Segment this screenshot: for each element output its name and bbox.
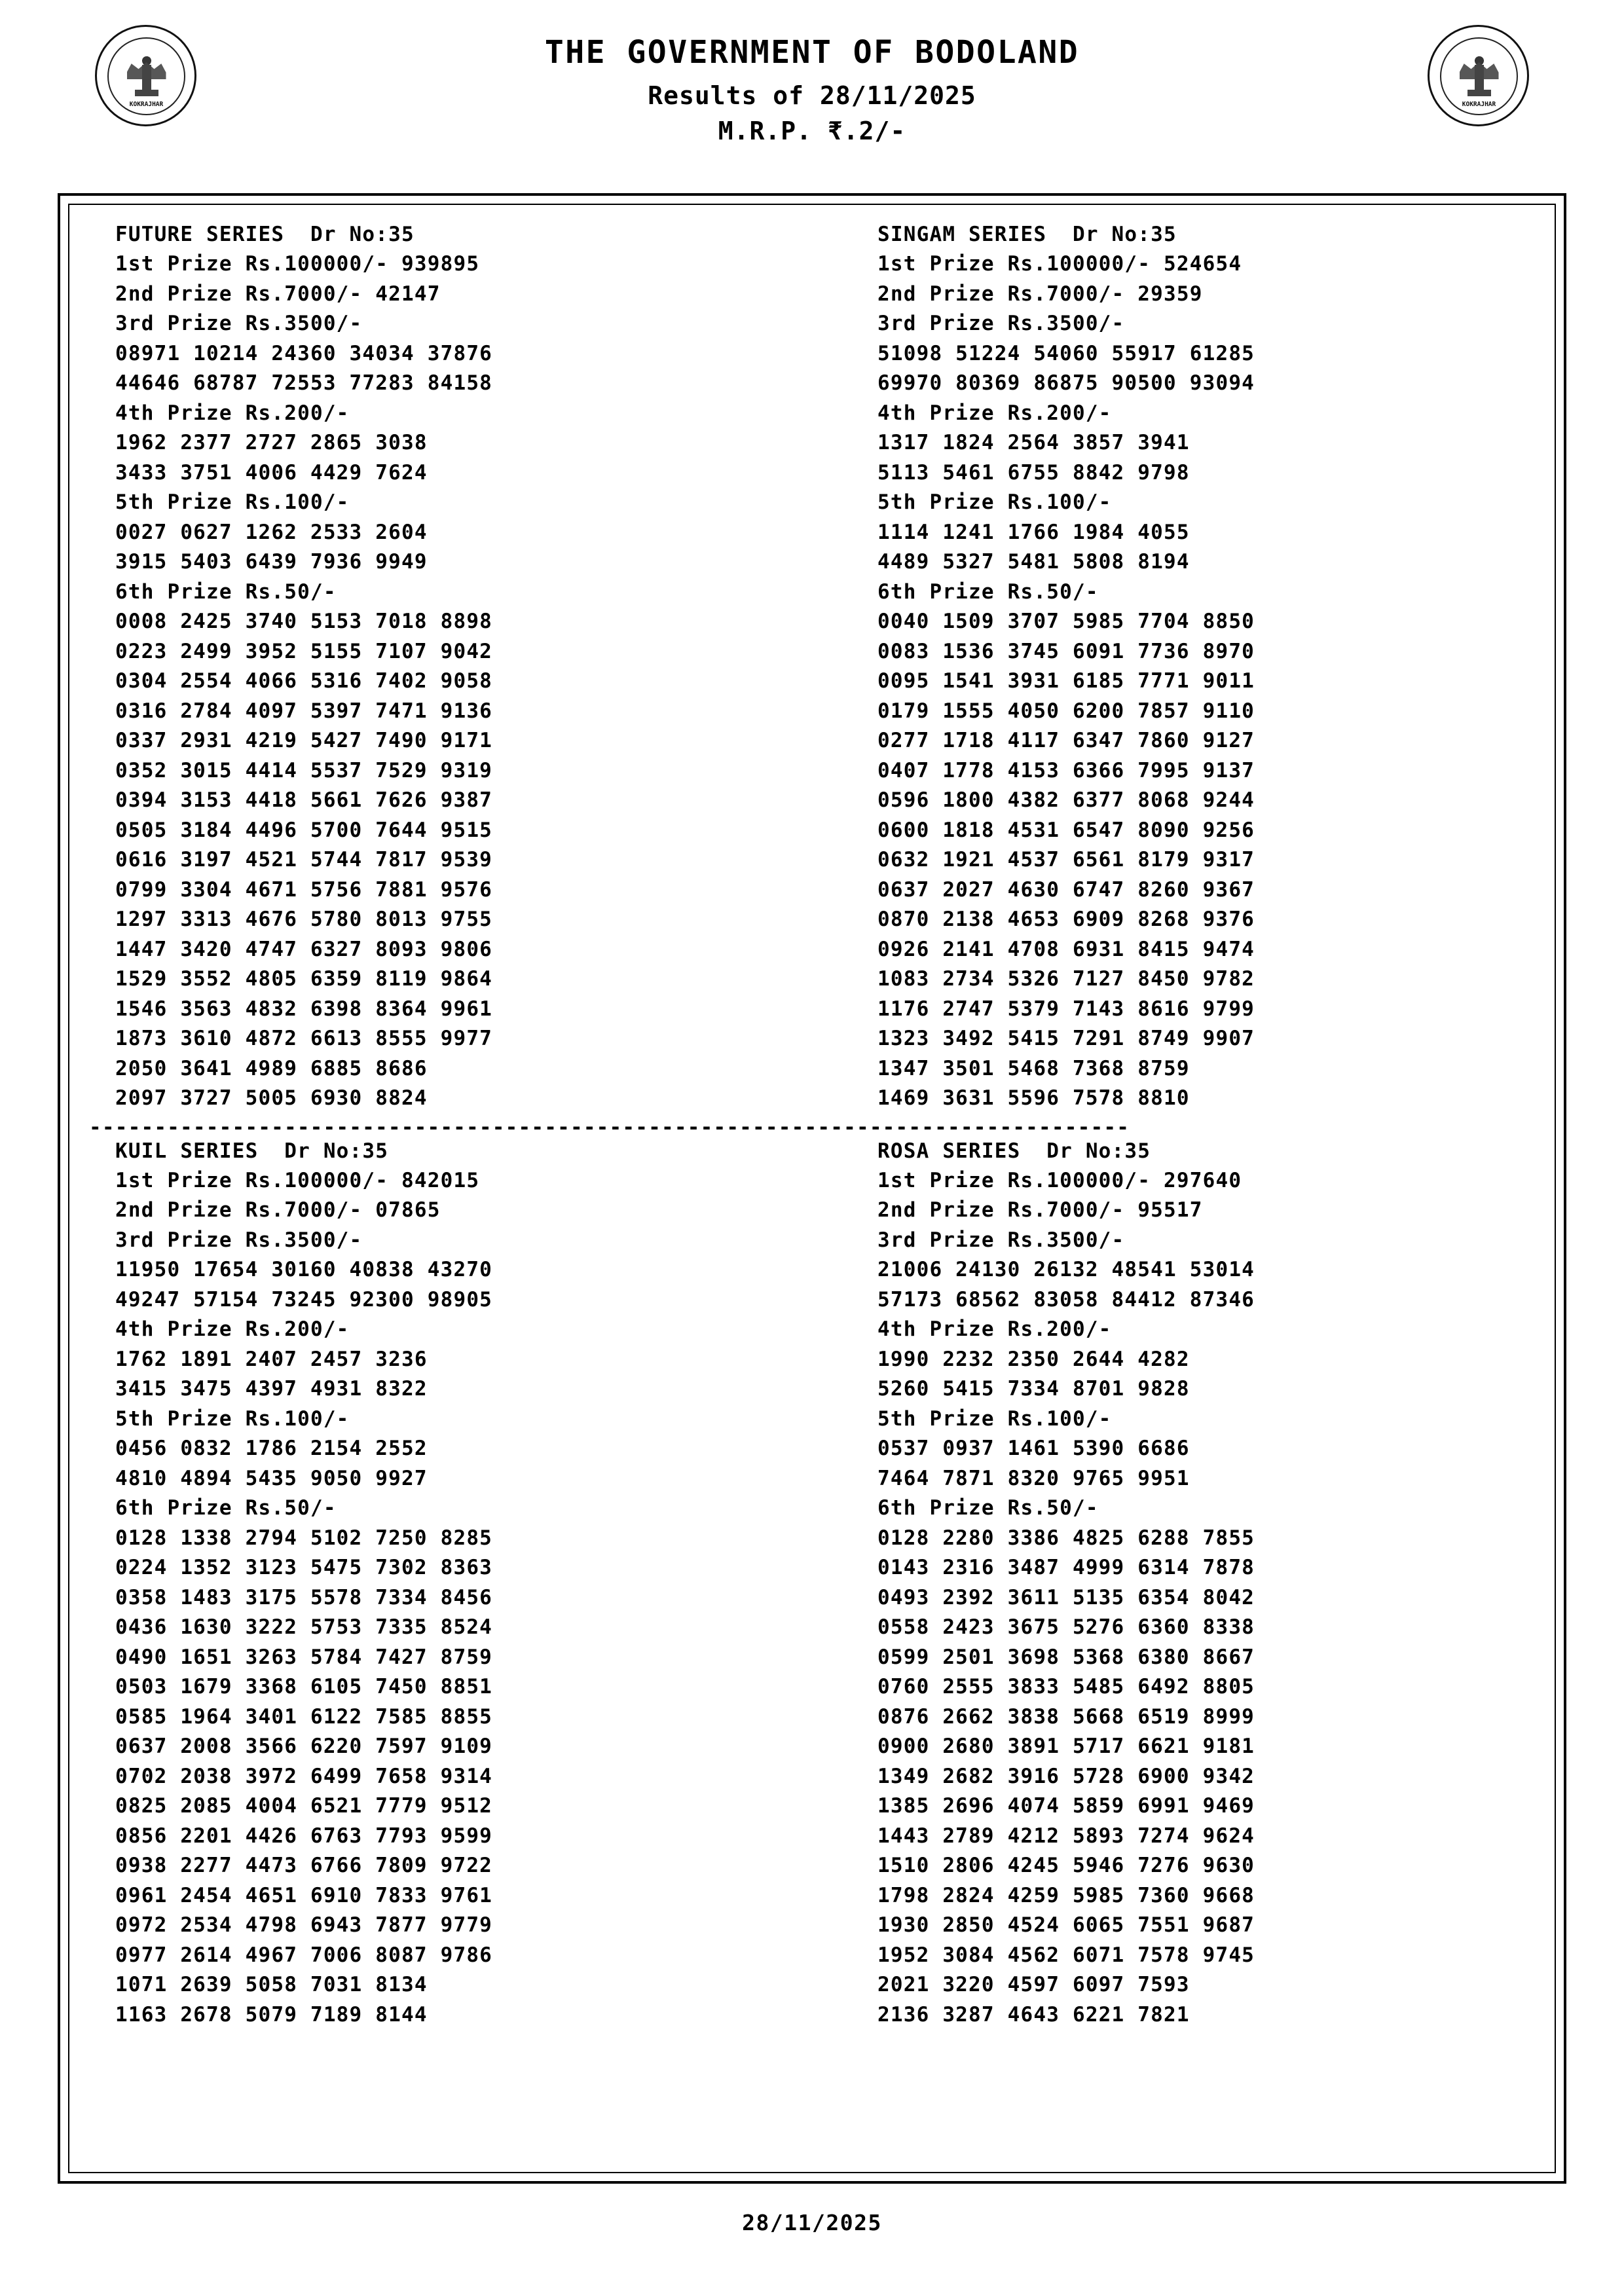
result-line: 0128 2280 3386 4825 6288 7855 — [877, 1526, 1255, 1550]
result-line: 08971 10214 24360 34034 37876 — [115, 341, 493, 365]
series-column-rosa — [812, 1136, 1535, 2030]
result-line: 1st Prize Rs.100000/- 297640 — [877, 1168, 1242, 1192]
result-line: 21006 24130 26132 48541 53014 — [877, 1258, 1255, 1281]
result-line: 1798 2824 4259 5985 7360 9668 — [877, 1883, 1255, 1907]
result-line: 1762 1891 2407 2457 3236 — [115, 1347, 428, 1371]
page-title: THE GOVERNMENT OF BODOLAND — [544, 34, 1080, 71]
result-line: 2097 3727 5005 6930 8824 — [115, 1086, 428, 1110]
result-line: 3rd Prize Rs.3500/- — [115, 312, 363, 335]
result-line: 3rd Prize Rs.3500/- — [877, 312, 1125, 335]
results-inner-frame — [68, 204, 1556, 2173]
result-line: 0456 0832 1786 2154 2552 — [115, 1437, 428, 1460]
result-line: 0358 1483 3175 5578 7334 8456 — [115, 1585, 493, 1609]
result-line: 1443 2789 4212 5893 7274 9624 — [877, 1824, 1255, 1848]
result-line: 1546 3563 4832 6398 8364 9961 — [115, 997, 493, 1021]
bodoland-territorial-council-emblem-icon — [95, 25, 196, 126]
result-line: 2050 3641 4989 6885 8686 — [115, 1056, 428, 1080]
result-line: 0600 1818 4531 6547 8090 9256 — [877, 818, 1255, 842]
page-header — [0, 0, 1624, 167]
result-line: 0352 3015 4414 5537 7529 9319 — [115, 758, 493, 782]
result-line: 0585 1964 3401 6122 7585 8855 — [115, 1704, 493, 1729]
emblem-inner-ring — [1440, 37, 1518, 115]
result-line: 0537 0937 1461 5390 6686 — [877, 1437, 1190, 1460]
series-title-singam: SINGAM SERIES Dr No:35 — [877, 223, 1177, 246]
result-line: 1469 3631 5596 7578 8810 — [877, 1086, 1190, 1110]
result-line: 1347 3501 5468 7368 8759 — [877, 1056, 1190, 1080]
result-line: 3415 3475 4397 4931 8322 — [115, 1377, 428, 1401]
result-line: 69970 80369 86875 90500 93094 — [877, 371, 1255, 395]
result-line: 0277 1718 4117 6347 7860 9127 — [877, 729, 1255, 752]
result-line: 0596 1800 4382 6377 8068 9244 — [877, 788, 1255, 812]
result-line: 1529 3552 4805 6359 8119 9864 — [115, 967, 493, 991]
result-line: 1163 2678 5079 7189 8144 — [115, 2002, 428, 2027]
emblem-right — [1428, 25, 1529, 126]
result-line: 7464 7871 8320 9765 9951 — [877, 1466, 1190, 1490]
result-line: 0972 2534 4798 6943 7877 9779 — [115, 1913, 493, 1937]
result-line: 0702 2038 3972 6499 7658 9314 — [115, 1764, 493, 1788]
result-line: 1510 2806 4245 5946 7276 9630 — [877, 1854, 1255, 1877]
result-line: 4th Prize Rs.200/- — [877, 1317, 1112, 1341]
state-emblem-icon — [127, 53, 166, 96]
result-line: 5th Prize Rs.100/- — [115, 490, 350, 514]
result-line: 1st Prize Rs.100000/- 939895 — [115, 252, 480, 276]
result-line: 4489 5327 5481 5808 8194 — [877, 550, 1190, 574]
result-line: 0128 1338 2794 5102 7250 8285 — [115, 1526, 493, 1550]
result-line: 0008 2425 3740 5153 7018 8898 — [115, 610, 493, 633]
state-emblem-icon — [1460, 53, 1499, 96]
result-line: 2nd Prize Rs.7000/- 95517 — [877, 1198, 1203, 1222]
mrp-label: M.R.P. ₹.2/- — [718, 117, 906, 145]
result-line: 0632 1921 4537 6561 8179 9317 — [877, 848, 1255, 872]
result-line: 5th Prize Rs.100/- — [877, 490, 1112, 514]
footer-date: 28/11/2025 — [742, 2210, 882, 2235]
result-line: 0926 2141 4708 6931 8415 9474 — [877, 937, 1255, 961]
result-line: 0027 0627 1262 2533 2604 — [115, 520, 428, 544]
results-block-1 — [89, 219, 1535, 1114]
emblem-left — [95, 25, 196, 126]
result-line: 1385 2696 4074 5859 6991 9469 — [877, 1794, 1255, 1818]
result-line: 0505 3184 4496 5700 7644 9515 — [115, 818, 493, 842]
result-line: 0143 2316 3487 4999 6314 7878 — [877, 1556, 1255, 1579]
result-line: 1323 3492 5415 7291 8749 9907 — [877, 1027, 1255, 1050]
result-line: 4th Prize Rs.200/- — [877, 401, 1112, 425]
result-line: 0856 2201 4426 6763 7793 9599 — [115, 1824, 493, 1848]
result-line: 0961 2454 4651 6910 7833 9761 — [115, 1883, 493, 1907]
result-line: 1114 1241 1766 1984 4055 — [877, 520, 1190, 544]
result-line: 6th Prize Rs.50/- — [115, 1496, 337, 1520]
result-line: 0558 2423 3675 5276 6360 8338 — [877, 1615, 1255, 1639]
result-line: 0637 2027 4630 6747 8260 9367 — [877, 877, 1255, 902]
result-line: 4810 4894 5435 9050 9927 — [115, 1466, 428, 1490]
result-line: 2nd Prize Rs.7000/- 07865 — [115, 1198, 441, 1222]
result-line: 4th Prize Rs.200/- — [115, 1317, 350, 1341]
series-title-future: FUTURE SERIES Dr No:35 — [115, 223, 415, 246]
result-line: 1st Prize Rs.100000/- 842015 — [115, 1168, 480, 1192]
result-line: 0938 2277 4473 6766 7809 9722 — [115, 1854, 493, 1877]
result-line: 1930 2850 4524 6065 7551 9687 — [877, 1913, 1255, 1937]
result-line: 1176 2747 5379 7143 8616 9799 — [877, 997, 1255, 1021]
result-line: 0337 2931 4219 5427 7490 9171 — [115, 729, 493, 752]
result-line: 0760 2555 3833 5485 6492 8805 — [877, 1675, 1255, 1698]
result-line: 6th Prize Rs.50/- — [115, 579, 337, 604]
result-line: 6th Prize Rs.50/- — [877, 1496, 1099, 1520]
result-line: 0870 2138 4653 6909 8268 9376 — [877, 908, 1255, 931]
result-line: 11950 17654 30160 40838 43270 — [115, 1258, 493, 1281]
results-block-2 — [89, 1136, 1535, 2030]
result-line: 51098 51224 54060 55917 61285 — [877, 341, 1255, 365]
result-line: 3433 3751 4006 4429 7624 — [115, 460, 428, 485]
result-line: 0316 2784 4097 5397 7471 9136 — [115, 699, 493, 723]
result-line: 1297 3313 4676 5780 8013 9755 — [115, 908, 493, 931]
result-line: 1349 2682 3916 5728 6900 9342 — [877, 1764, 1255, 1788]
emblem-bottom-label: KOKRAJHAR — [1462, 101, 1496, 108]
result-line: 0900 2680 3891 5717 6621 9181 — [877, 1735, 1255, 1758]
result-line: 1083 2734 5326 7127 8450 9782 — [877, 967, 1255, 991]
result-line: 1447 3420 4747 6327 8093 9806 — [115, 937, 493, 961]
result-line: 0825 2085 4004 6521 7779 9512 — [115, 1794, 493, 1818]
result-line: 0799 3304 4671 5756 7881 9576 — [115, 877, 493, 902]
result-line: 0436 1630 3222 5753 7335 8524 — [115, 1615, 493, 1639]
result-line: 0503 1679 3368 6105 7450 8851 — [115, 1675, 493, 1698]
result-line: 2021 3220 4597 6097 7593 — [877, 1973, 1190, 1996]
series-column-singam — [812, 219, 1535, 1114]
section-divider: -------------------------------------------------------------------------------- — [89, 1117, 1130, 1135]
results-date-subtitle: Results of 28/11/2025 — [648, 81, 976, 110]
result-line: 0493 2392 3611 5135 6354 8042 — [877, 1585, 1255, 1609]
series-title-rosa: ROSA SERIES Dr No:35 — [877, 1139, 1151, 1163]
series-column-future — [89, 219, 812, 1114]
result-line: 0616 3197 4521 5744 7817 9539 — [115, 848, 493, 872]
result-line: 5th Prize Rs.100/- — [877, 1406, 1112, 1431]
result-line: 5th Prize Rs.100/- — [115, 1406, 350, 1431]
result-line: 1873 3610 4872 6613 8555 9977 — [115, 1027, 493, 1050]
emblem-inner-ring — [107, 37, 185, 115]
result-line: 5260 5415 7334 8701 9828 — [877, 1377, 1190, 1401]
bodoland-territorial-council-emblem-icon — [1428, 25, 1529, 126]
result-line: 1952 3084 4562 6071 7578 9745 — [877, 1943, 1255, 1967]
result-line: 0490 1651 3263 5784 7427 8759 — [115, 1645, 493, 1669]
result-line: 0599 2501 3698 5368 6380 8667 — [877, 1645, 1255, 1669]
result-line: 3915 5403 6439 7936 9949 — [115, 550, 428, 574]
result-line: 0876 2662 3838 5668 6519 8999 — [877, 1704, 1255, 1729]
result-line: 1962 2377 2727 2865 3038 — [115, 431, 428, 454]
result-line: 0637 2008 3566 6220 7597 9109 — [115, 1735, 493, 1758]
result-line: 5113 5461 6755 8842 9798 — [877, 460, 1190, 485]
result-line: 2nd Prize Rs.7000/- 29359 — [877, 282, 1203, 306]
result-line: 0095 1541 3931 6185 7771 9011 — [877, 669, 1255, 693]
result-line: 3rd Prize Rs.3500/- — [877, 1228, 1125, 1252]
result-line: 0179 1555 4050 6200 7857 9110 — [877, 699, 1255, 723]
result-line: 0304 2554 4066 5316 7402 9058 — [115, 669, 493, 693]
result-line: 1990 2232 2350 2644 4282 — [877, 1347, 1190, 1371]
result-line: 0407 1778 4153 6366 7995 9137 — [877, 758, 1255, 782]
emblem-bottom-label: KOKRAJHAR — [129, 101, 164, 108]
result-line: 0224 1352 3123 5475 7302 8363 — [115, 1556, 493, 1579]
result-line: 6th Prize Rs.50/- — [877, 579, 1099, 604]
result-line: 0083 1536 3745 6091 7736 8970 — [877, 639, 1255, 663]
result-line: 0394 3153 4418 5661 7626 9387 — [115, 788, 493, 812]
result-line: 44646 68787 72553 77283 84158 — [115, 371, 493, 395]
result-line: 1317 1824 2564 3857 3941 — [877, 431, 1190, 454]
result-line: 0040 1509 3707 5985 7704 8850 — [877, 610, 1255, 633]
result-line: 1071 2639 5058 7031 8134 — [115, 1973, 428, 1996]
results-frame — [58, 193, 1566, 2184]
result-line: 57173 68562 83058 84412 87346 — [877, 1287, 1255, 1312]
result-line: 0223 2499 3952 5155 7107 9042 — [115, 639, 493, 663]
result-line: 2136 3287 4643 6221 7821 — [877, 2002, 1190, 2027]
result-line: 49247 57154 73245 92300 98905 — [115, 1287, 493, 1312]
result-line: 1st Prize Rs.100000/- 524654 — [877, 252, 1242, 276]
result-line: 2nd Prize Rs.7000/- 42147 — [115, 282, 441, 306]
result-line: 0977 2614 4967 7006 8087 9786 — [115, 1943, 493, 1967]
series-title-kuil: KUIL SERIES Dr No:35 — [115, 1139, 389, 1163]
result-line: 4th Prize Rs.200/- — [115, 401, 350, 425]
series-column-kuil — [89, 1136, 812, 2030]
result-line: 3rd Prize Rs.3500/- — [115, 1228, 363, 1252]
